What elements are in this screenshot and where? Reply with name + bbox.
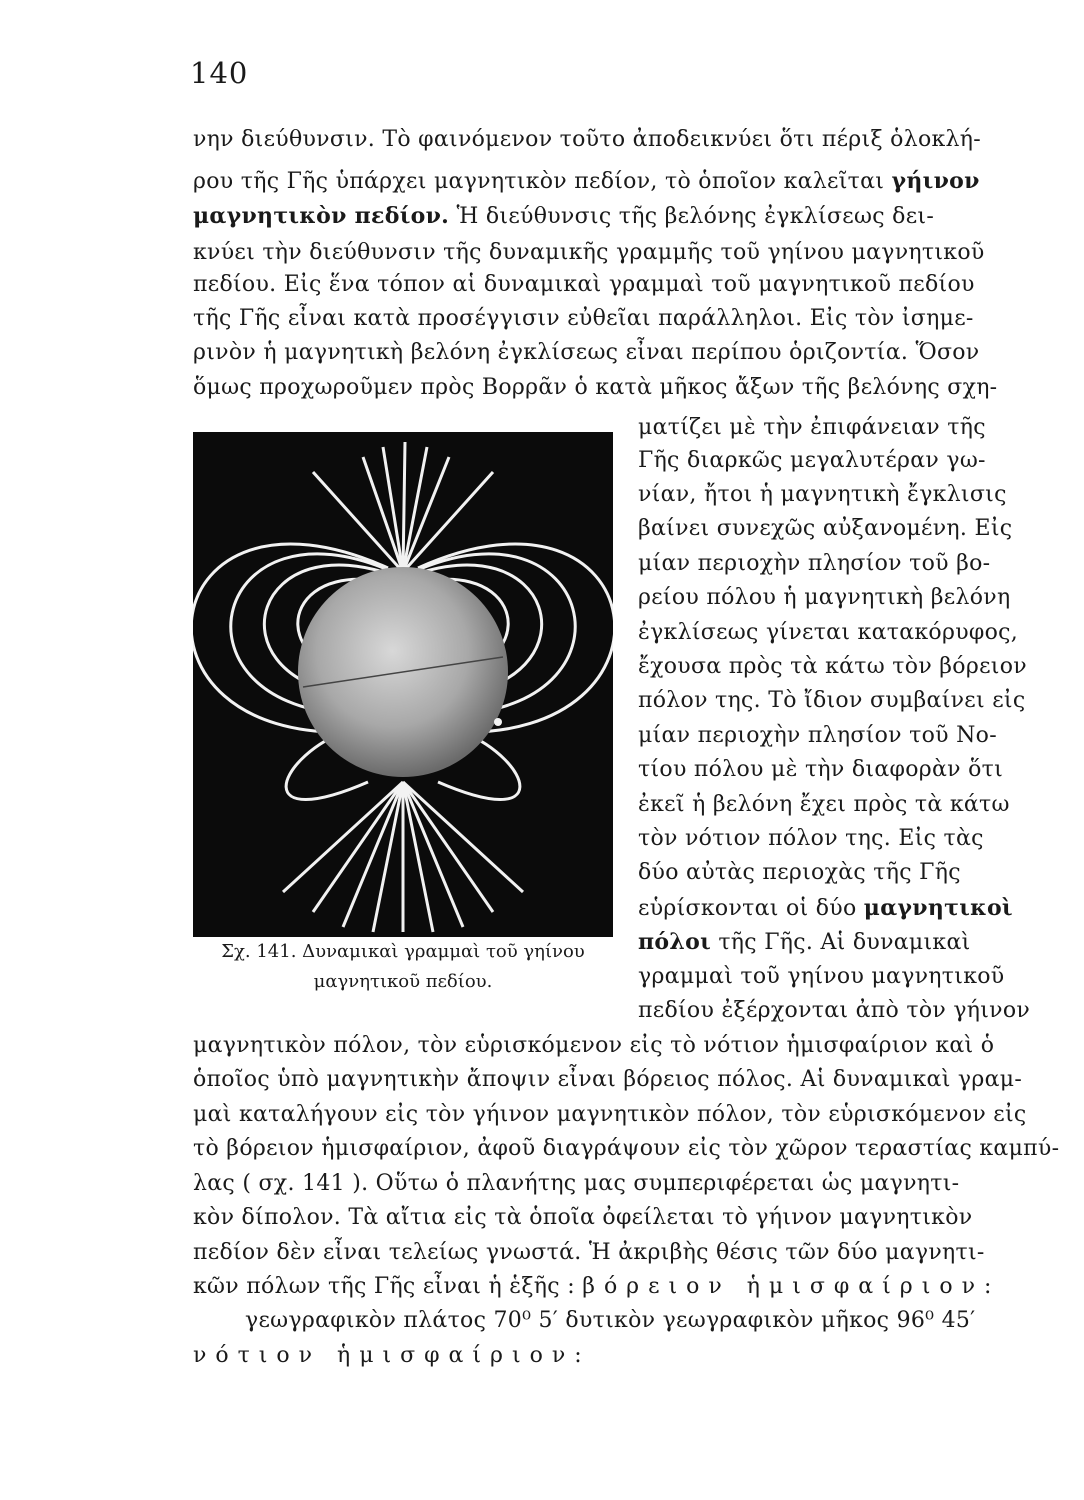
field-lines-illustration	[193, 432, 613, 937]
text-line: γεωγραφικὸν πλάτος 70⁰ 5′ δυτικὸν γεωγραφικὸν μῆκος 96⁰ 45′	[245, 1308, 976, 1333]
figure-caption-continued: μαγνητικοῦ πεδίου.	[313, 971, 493, 992]
text-line: ρινὸν ἡ μαγνητικὴ βελόνη ἐγκλίσεως εἶναι περίπου ὁριζοντία. Ὅσον	[193, 340, 980, 365]
magnetic-field-figure	[193, 432, 613, 937]
text-line: μαὶ καταλήγουν εἰς τὸν γήινον μαγνητικὸν πόλον, τὸν εὑρισκόμενον εἰς	[193, 1102, 1027, 1127]
text-line: μίαν περιοχὴν πλησίον τοῦ βο-	[638, 551, 991, 576]
text-line	[638, 892, 1013, 924]
page-number: 140	[190, 56, 249, 90]
text-line	[193, 1340, 591, 1372]
text-line	[193, 165, 980, 197]
text-line: τῆς Γῆς εἶναι κατὰ προσέγγισιν εὐθεῖαι παράλληλοι. Εἰς τὸν ἰσημε-	[193, 306, 974, 331]
text-line: ματίζει μὲ τὴν ἐπιφάνειαν τῆς	[638, 415, 986, 440]
text-line: λας ( σχ. 141 ). Οὕτω ὁ πλανήτης μας συμπεριφέρεται ὡς μαγνητι-	[193, 1171, 960, 1196]
text-span: ρου τῆς Γῆς ὑπάρχει μαγνητικὸν πεδίον, τὸ ὁποῖον καλεῖται	[193, 169, 885, 194]
text-line: μαγνητικὸν πόλον, τὸν εὑρισκόμενον εἰς τὸ νότιον ἡμισφαίριον καὶ ὁ	[193, 1033, 995, 1058]
spaced-heading: βόρειον ἡμισφαίριον:	[582, 1274, 1001, 1299]
text-line	[193, 1271, 1000, 1303]
text-line: τίου πόλου μὲ τὴν διαφορὰν ὅτι	[638, 757, 1004, 782]
text-line: νίαν, ἤτοι ἡ μαγνητικὴ ἔγκλισις	[638, 482, 1007, 507]
text-line: νην διεύθυνσιν. Τὸ φαινόμενον τοῦτο ἀποδεικνύει ὅτι πέριξ ὁλοκλή-	[193, 127, 982, 152]
text-line: πεδίου. Εἰς ἕνα τόπον αἱ δυναμικαὶ γραμμαὶ τοῦ μαγνητικοῦ πεδίου	[193, 272, 975, 297]
text-line: γραμμαὶ τοῦ γηίνου μαγνητικοῦ	[638, 964, 1005, 989]
text-line: ἐγκλίσεως γίνεται κατακόρυφος,	[638, 620, 1019, 645]
text-line: πεδίον δὲν εἶναι τελείως γνωστά. Ἡ ἀκριβὴς θέσις τῶν δύο μαγνητι-	[193, 1240, 985, 1265]
text-span: κῶν πόλων τῆς Γῆς εἶναι ἡ ἑξῆς :	[193, 1274, 583, 1299]
bold-term: μαγνητικὸν πεδίον.	[193, 203, 450, 229]
text-line	[638, 926, 971, 958]
text-line: πόλον της. Τὸ ἴδιον συμβαίνει εἰς	[638, 688, 1026, 713]
text-line: δύο αὐτὰς περιοχὰς τῆς Γῆς	[638, 860, 961, 885]
text-line: τὸ βόρειον ἡμισφαίριον, ἀφοῦ διαγράψουν εἰς τὸν χῶρον τεραστίας καμπύ-	[193, 1136, 1060, 1161]
text-line: τὸν νότιον πόλον της. Εἰς τὰς	[638, 826, 984, 851]
figure-caption: Σχ. 141. Δυναμικαὶ γραμμαὶ τοῦ γηίνου	[221, 941, 585, 962]
spaced-heading: νότιον ἡμισφαίριον:	[193, 1343, 591, 1368]
text-line	[193, 200, 934, 232]
text-span: τῆς Γῆς. Αἱ δυναμικαὶ	[711, 930, 971, 955]
moon-dot	[494, 718, 502, 726]
text-line: ὅμως προχωροῦμεν πρὸς Βορρᾶν ὁ κατὰ μῆκος ἄξων τῆς βελόνης σχη-	[193, 375, 998, 400]
bold-term: μαγνητικοὶ	[863, 895, 1013, 921]
text-span: Ἡ διεύθυνσις τῆς βελόνης ἐγκλίσεως δει-	[449, 204, 935, 229]
text-line: κὸν δίπολον. Τὰ αἴτια εἰς τὰ ὁποῖα ὀφείλεται τὸ γήινον μαγνητικὸν	[193, 1205, 973, 1230]
text-line: πεδίου ἐξέρχονται ἀπὸ τὸν γήινον	[638, 998, 1031, 1023]
text-line: ὁποῖος ὑπὸ μαγνητικὴν ἄποψιν εἶναι βόρειος πόλος. Αἱ δυναμικαὶ γραμ-	[193, 1067, 1023, 1092]
text-span: εὑρίσκονται οἱ δύο	[638, 896, 864, 921]
text-line: ἔχουσα πρὸς τὰ κάτω τὸν βόρειον	[638, 654, 1027, 679]
text-line: μίαν περιοχὴν πλησίον τοῦ Νο-	[638, 723, 997, 748]
text-line: κνύει τὴν διεύθυνσιν τῆς δυναμικῆς γραμμῆς τοῦ γηίνου μαγνητικοῦ	[193, 240, 985, 265]
text-line: βαίνει συνεχῶς αὐξανομένη. Εἰς	[638, 516, 1013, 541]
text-line: Γῆς διαρκῶς μεγαλυτέραν γω-	[638, 448, 986, 473]
bold-term: γήινον	[891, 168, 980, 194]
bold-term: πόλοι	[638, 929, 712, 955]
text-line: ρείου πόλου ἡ μαγνητικὴ βελόνη	[638, 585, 1011, 610]
text-line: ἐκεῖ ἡ βελόνη ἔχει πρὸς τὰ κάτω	[638, 792, 1010, 817]
